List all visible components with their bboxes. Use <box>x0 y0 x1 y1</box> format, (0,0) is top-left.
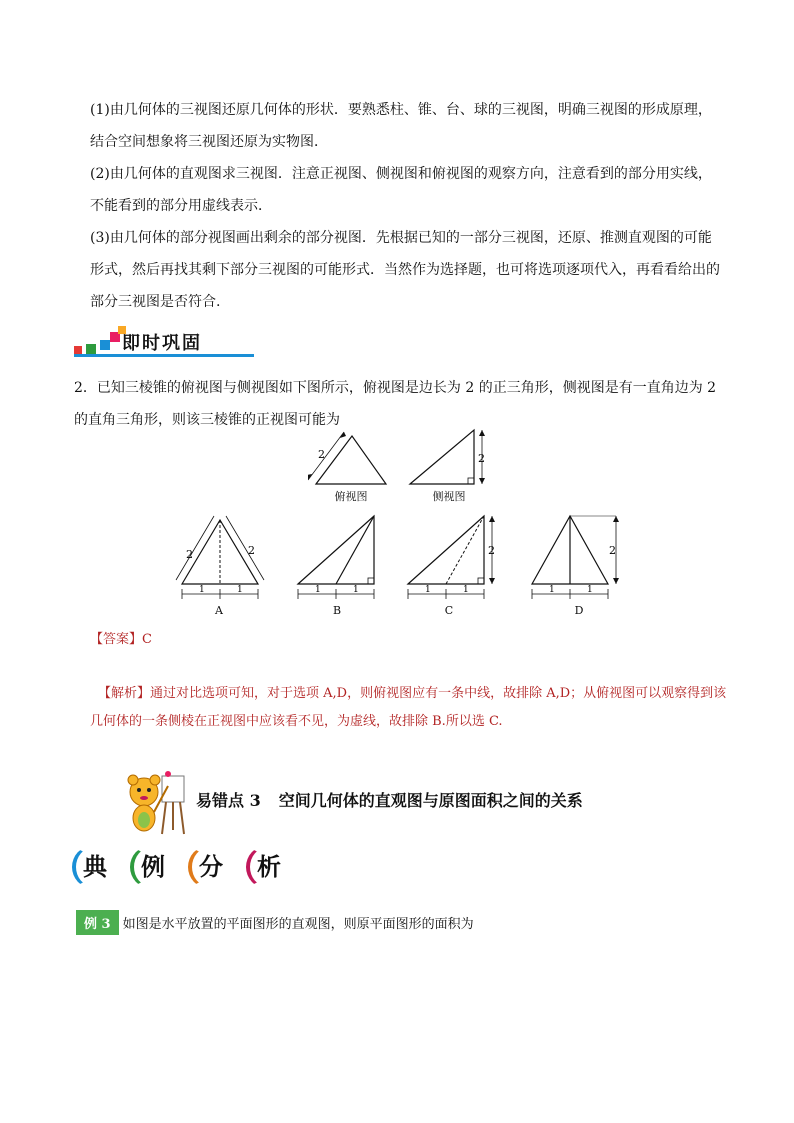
analysis-label: 【解析】 <box>98 686 151 701</box>
dim-label: 1 <box>315 585 321 595</box>
option-d-label: D <box>574 604 584 617</box>
analysis <box>90 680 730 736</box>
option-b-label: B <box>332 604 342 617</box>
intro-item-3: (3)由几何体的部分视图画出剩余的部分视图．先根据已知的一部分三视图，还原、推测直观图的可能形式，然后再找其剩下部分三视图的可能形式．当然作为选择题，也可将选项逐项代入，再看看给出的部分三视图是否符合. <box>90 230 720 310</box>
caption-side-view: 侧视图 <box>432 490 466 503</box>
banner-char <box>250 848 288 886</box>
dim-label: 1 <box>237 585 243 595</box>
banner-underline <box>74 354 254 357</box>
option-c-figure <box>404 514 500 602</box>
caption-top-view: 俯视图 <box>334 490 368 503</box>
dim-label: 2 <box>488 544 495 557</box>
banner-title: 即时巩固 <box>122 333 202 354</box>
banner-char <box>134 848 172 886</box>
section-heading <box>196 788 583 811</box>
answer <box>90 628 152 647</box>
dim-label: 2 <box>478 452 485 465</box>
ring-icon <box>72 846 112 888</box>
banner-char-text: 例 <box>141 852 165 881</box>
figure-top-view <box>308 428 394 488</box>
banner-char <box>76 848 114 886</box>
dim-label: 1 <box>199 585 205 595</box>
section-number: 易错点 3 <box>196 791 261 810</box>
typical-example-banner <box>76 848 288 888</box>
option-a-label: A <box>215 604 223 617</box>
option-a-figure <box>174 514 268 602</box>
ring-icon <box>130 846 170 888</box>
question-body: 已知三棱锥的俯视图与侧视图如下图所示，俯视图是边长为 2 的正三角形，侧视图是有一直角边为 2 的直角三角形，则该三棱锥的正视图可能为 <box>74 380 717 428</box>
figure-side-view <box>406 428 492 488</box>
dim-label: 1 <box>587 585 593 595</box>
dim-label: 1 <box>353 585 359 595</box>
option-d-figure <box>528 514 624 602</box>
example-text: 如图是水平放置的平面图形的直观图，则原平面图形的面积为 <box>122 917 474 932</box>
question-text <box>74 372 724 436</box>
dim-label: 2 <box>609 544 616 557</box>
analysis-text: 通过对比选项可知，对于选项 A,D，则俯视图应有一条中线，故排除 A,D；从俯视图可以观察得到该几何体的一条侧棱在正视图中应该看不见，为虚线，故排除 B.所以选 C. <box>90 686 727 729</box>
question-number: 2． <box>74 380 97 396</box>
mascot-illustration <box>124 770 194 836</box>
banner-char-text: 典 <box>83 852 107 881</box>
section-banner <box>74 326 254 358</box>
answer-value: C <box>142 632 152 647</box>
banner-char-text: 分 <box>199 852 223 881</box>
option-c-label: C <box>444 604 454 617</box>
banner-square-icon <box>74 346 82 354</box>
dim-label: 1 <box>463 585 469 595</box>
banner-char-text: 析 <box>257 852 281 881</box>
dim-label: 1 <box>549 585 555 595</box>
ring-icon <box>246 846 286 888</box>
banner-char <box>192 848 230 886</box>
dim-label: 2 <box>186 548 193 561</box>
banner-square-icon <box>86 344 96 354</box>
dim-label: 2 <box>318 448 325 461</box>
answer-label: 【答案】 <box>90 632 143 647</box>
intro-item-1: (1)由几何体的三视图还原几何体的形状．要熟悉柱、锥、台、球的三视图，明确三视图的形成原理，结合空间想象将三视图还原为实物图． <box>90 102 712 150</box>
section-title: 空间几何体的直观图与原图面积之间的关系 <box>278 791 583 810</box>
example-3 <box>76 910 474 935</box>
dim-label: 2 <box>248 544 255 557</box>
banner-square-icon <box>100 340 110 350</box>
dim-label: 1 <box>425 585 431 595</box>
intro-item-2: (2)由几何体的直观图求三视图．注意正视图、侧视图和俯视图的观察方向，注意看到的部分用实线，不能看到的部分用虚线表示． <box>90 166 712 214</box>
example-tag: 例 3 <box>76 910 119 935</box>
option-b-figure <box>294 514 384 602</box>
ring-icon <box>188 846 228 888</box>
